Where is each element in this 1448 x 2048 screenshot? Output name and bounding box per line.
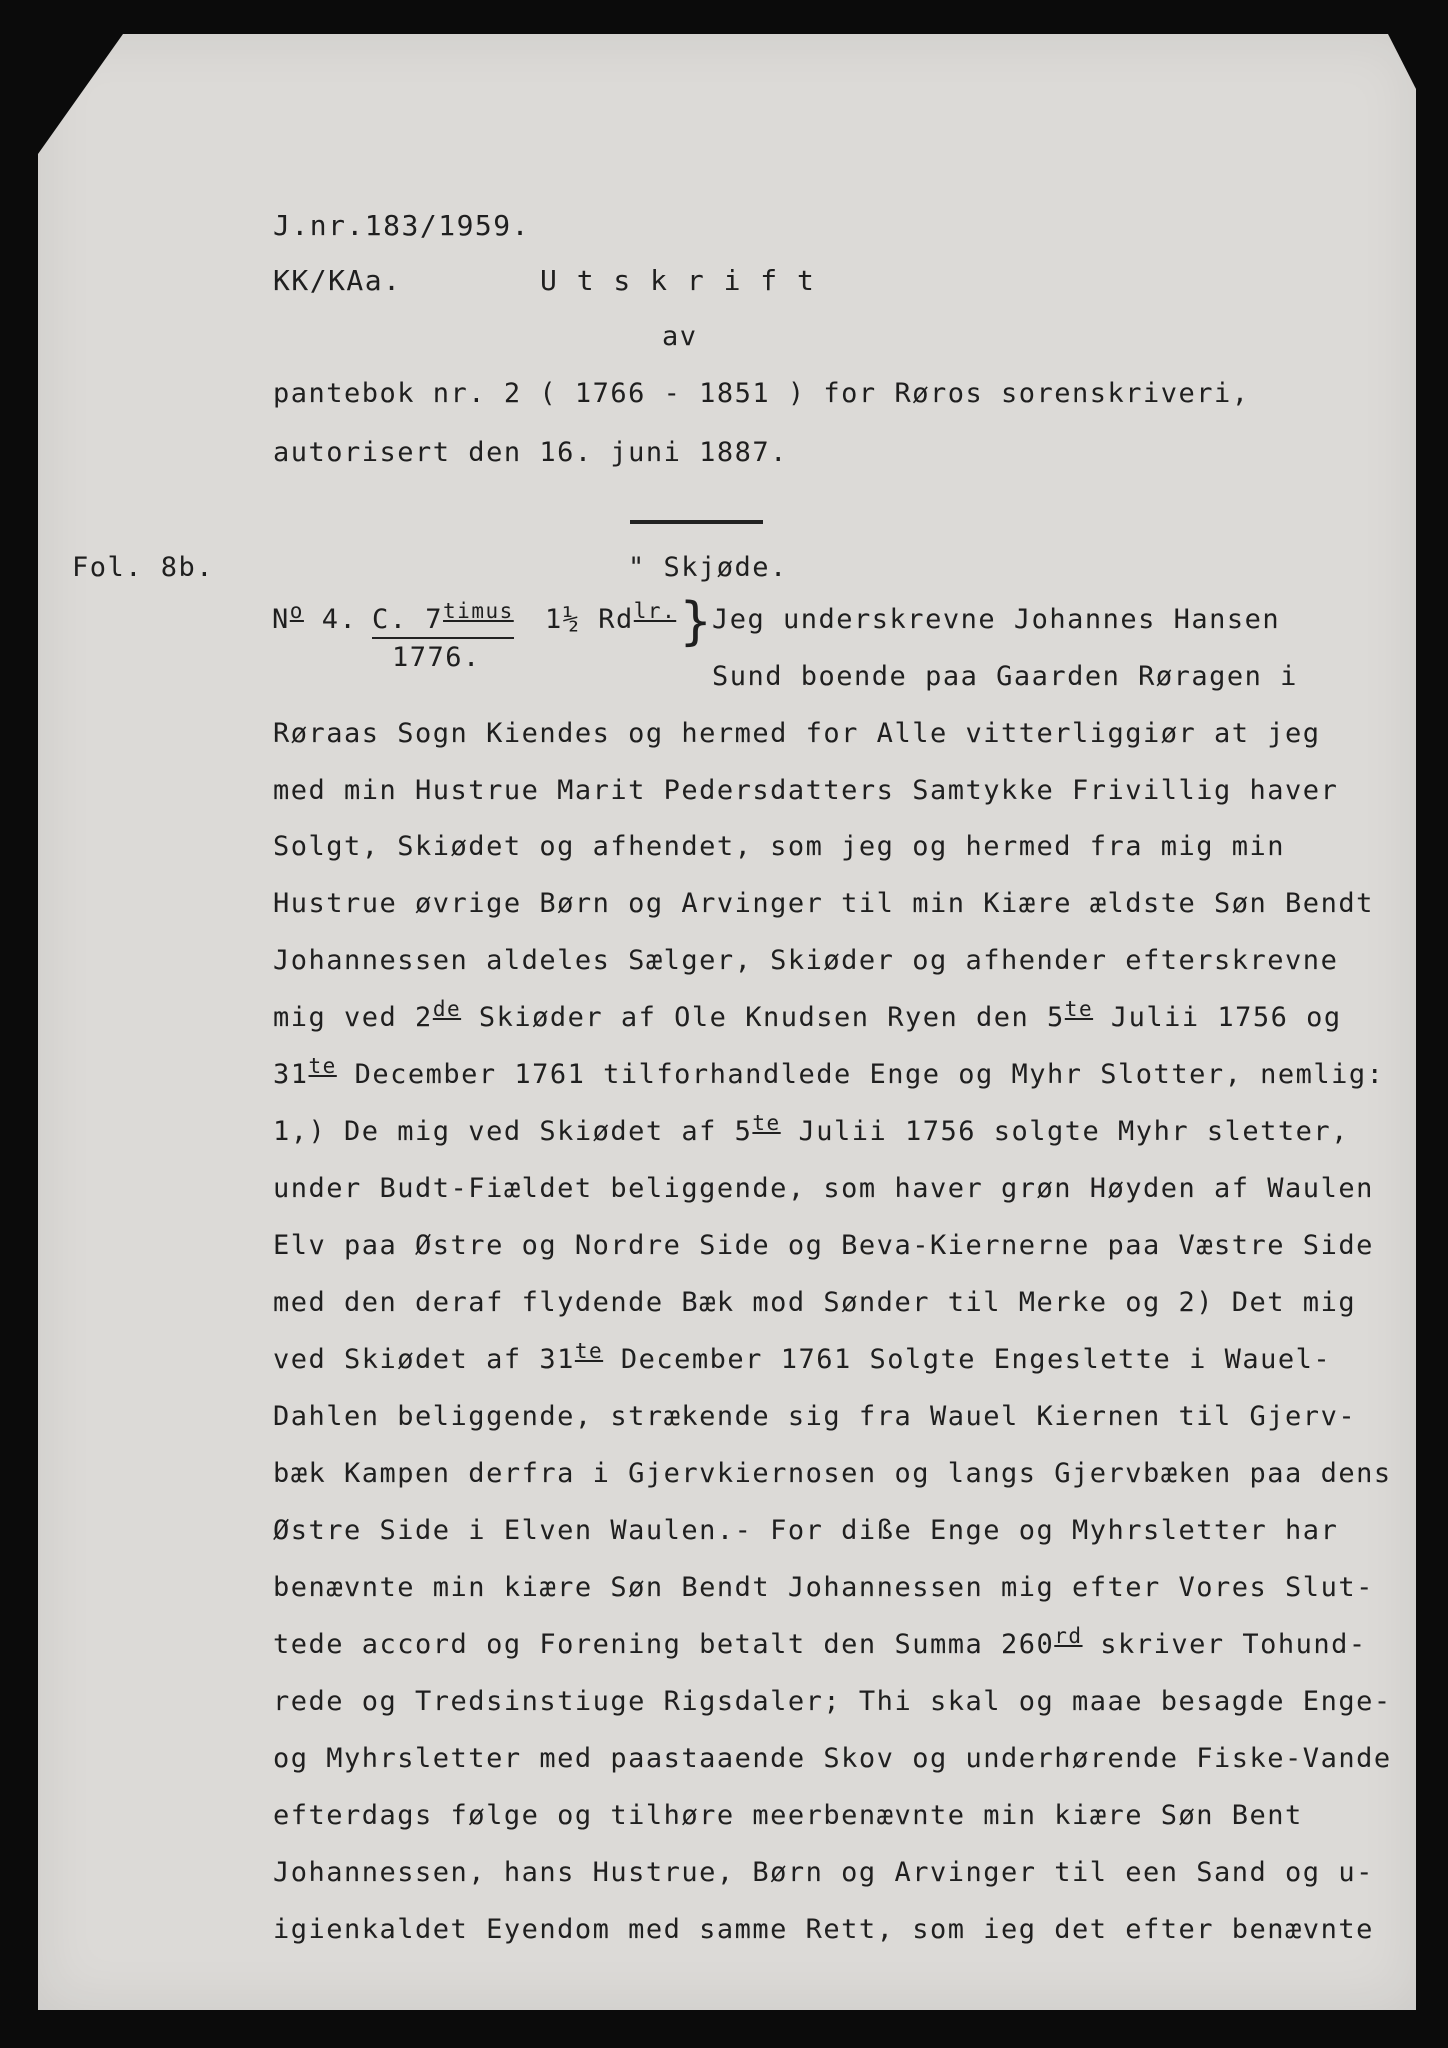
entry-brace: } bbox=[680, 592, 713, 652]
body-line: tede accord og Forening betalt den Summa 260rd skriver Tohund- bbox=[273, 1624, 1367, 1660]
entry-number: $N^o$ 4. bbox=[272, 599, 358, 635]
entry-classification: C. $7^{timus}$ bbox=[372, 604, 514, 639]
folio-reference: Fol. 8b. bbox=[72, 552, 215, 583]
body-line: under Budt-Fiældet beliggende, som haver grøn Høyden af Waulen bbox=[273, 1173, 1374, 1204]
body-line: med den deraf flydende Bæk mod Sønder til Merke og 2) Det mig bbox=[273, 1287, 1357, 1318]
source-line-1: pantebok nr. 2 ( 1766 - 1851 ) for Røros sorenskriveri, bbox=[273, 378, 1250, 409]
entry-first-line: Jeg underskrevne Johannes Hansen bbox=[712, 604, 1281, 635]
body-line: Dahlen beliggende, strækende sig fra Wauel Kiernen til Gjerv- bbox=[273, 1401, 1357, 1432]
divider-rule bbox=[630, 520, 763, 524]
title-av: av bbox=[662, 321, 698, 352]
body-line: Hustrue øvrige Børn og Arvinger til min Kiære ældste Søn Bendt bbox=[273, 888, 1374, 919]
body-line: bæk Kampen derfra i Gjervkiernosen og langs Gjervbæken paa dens bbox=[273, 1458, 1392, 1489]
body-line: og Myhrsletter med paastaaende Skov og underhørende Fiske-Vande bbox=[273, 1743, 1392, 1774]
body-line: Østre Side i Elven Waulen.- For diße Enge og Myhrsletter har bbox=[273, 1515, 1339, 1546]
body-line: ved Skiødet af $31^{te}$ December 1761 Solgte Engeslette i Wauel- bbox=[273, 1339, 1332, 1375]
body-line: Johannessen, hans Hustrue, Børn og Arvinger til een Sand og u- bbox=[273, 1857, 1374, 1888]
body-line: 1,) De mig ved Skiødet af $5^{te}$ Julii 1756 solgte Myhr sletter, bbox=[273, 1111, 1349, 1147]
entry-amount: 1½ $Rd^{lr.}$ bbox=[545, 599, 677, 635]
body-line: benævnte min kiære Søn Bendt Johannessen mig efter Vores Slut- bbox=[273, 1572, 1374, 1603]
body-line: Solgt, Skiødet og afhendet, som jeg og hermed fra mig min bbox=[273, 831, 1286, 862]
initials: KK/KAa. bbox=[273, 264, 402, 297]
body-line: Røraas Sogn Kiendes og hermed for Alle vitterliggiør at jeg bbox=[273, 718, 1321, 749]
body-line: mig ved 2de Skiøder af Ole Knudsen Ryen den $5^{te}$ Julii 1756 og bbox=[273, 997, 1342, 1033]
body-line: Sund boende paa Gaarden Røragen i bbox=[712, 661, 1298, 692]
entry-year: 1776. bbox=[392, 642, 481, 673]
journal-number: J.nr.183/1959. bbox=[273, 209, 531, 242]
body-line: efterdags følge og tilhøre meerbenævnte min kiære Søn Bent bbox=[273, 1800, 1303, 1831]
source-line-2: autorisert den 16. juni 1887. bbox=[273, 437, 788, 468]
section-heading: " Skjøde. bbox=[628, 552, 788, 583]
body-line: Elv paa Østre og Nordre Side og Beva-Kiernerne paa Væstre Side bbox=[273, 1230, 1374, 1261]
body-line: igienkaldet Eyendom med samme Rett, som ieg det efter benævnte bbox=[273, 1914, 1374, 1945]
body-line: med min Hustrue Marit Pedersdatters Samtykke Frivillig haver bbox=[273, 775, 1339, 806]
body-line: $31^{te}$ December 1761 tilforhandlede Enge og Myhr Slotter, nemlig: bbox=[273, 1054, 1385, 1090]
document-title: U t s k r i f t bbox=[540, 264, 816, 297]
body-line: Johannessen aldeles Sælger, Skiøder og afhender efterskrevne bbox=[273, 945, 1339, 976]
body-line: rede og Tredsinstiuge Rigsdaler; Thi skal og maae besagde Enge- bbox=[273, 1686, 1392, 1717]
